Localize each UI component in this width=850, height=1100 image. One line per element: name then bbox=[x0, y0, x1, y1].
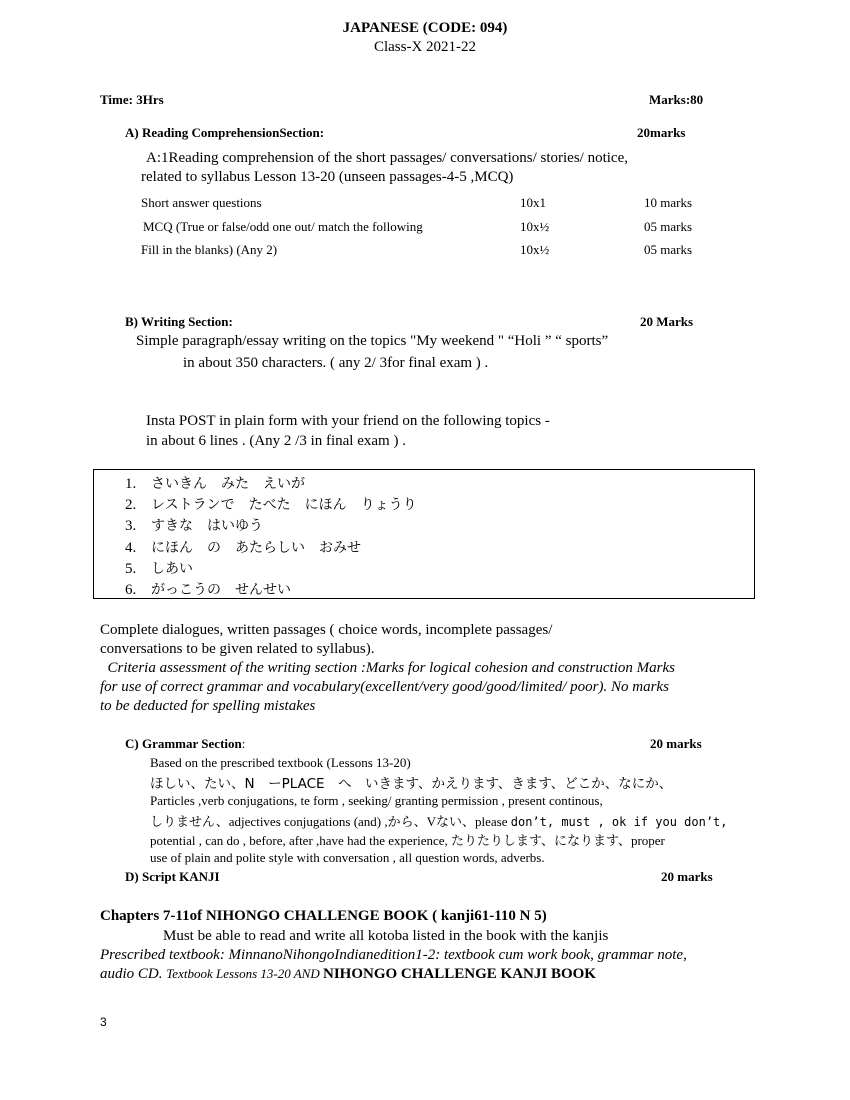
section-b-line-2: in about 350 characters. ( any 2/ 3for final exam ) . bbox=[183, 355, 489, 371]
list-item: 6. がっこうの せんせい bbox=[125, 582, 291, 598]
chapters-title: Chapters 7-11of NIHONGO CHALLENGE BOOK ( kanji61-110 N 5) bbox=[100, 908, 547, 924]
table-row-label: Fill in the blanks) (Any 2) bbox=[141, 242, 278, 257]
chapters-line-1: Must be able to read and write all kotoba listed in the book with the kanjis bbox=[163, 928, 609, 944]
table-row-calc: 10x½ bbox=[520, 219, 550, 234]
grammar-line-2: ほしい、たい、N ーPLACE へ いきます、かえります、きます、どこか、なにか、 bbox=[150, 776, 673, 792]
grammar-line-1: Based on the prescribed textbook (Lessons 13-20) bbox=[150, 755, 411, 770]
section-a-heading: A) Reading ComprehensionSection: bbox=[125, 125, 325, 140]
section-a-marks: 20marks bbox=[637, 125, 686, 140]
total-marks: Marks:80 bbox=[649, 92, 704, 107]
table-row-marks: 05 marks bbox=[644, 219, 693, 234]
list-item: 5. しあい bbox=[125, 561, 193, 577]
insta-line-2: in about 6 lines . (Any 2 /3 in final exam ) . bbox=[146, 433, 406, 449]
document-title: JAPANESE (CODE: 094) bbox=[342, 20, 508, 36]
list-item: 1. さいきん みた えいが bbox=[125, 476, 305, 492]
section-c-heading-row: C) Grammar Section: bbox=[125, 736, 246, 751]
criteria-line-2: for use of correct grammar and vocabulary(excellent/very good/good/limited/ poor). No marks bbox=[100, 679, 669, 695]
list-item: 2. レストランで たべた にほん りょうり bbox=[125, 497, 417, 513]
section-a-desc-1: A:1Reading comprehension of the short passages/ conversations/ stories/ notice, bbox=[146, 150, 628, 166]
table-row-marks: 10 marks bbox=[644, 195, 693, 210]
section-d-heading: D) Script KANJI bbox=[125, 869, 220, 884]
grammar-line-5: potential , can do , before, after ,have had the experience, たりたりします、になります、proper bbox=[150, 833, 665, 848]
list-item: 4. にほん の あたらしい おみせ bbox=[125, 540, 361, 556]
table-row-label: MCQ (True or false/odd one out/ match the following bbox=[143, 219, 423, 234]
section-c-marks: 20 marks bbox=[650, 736, 702, 751]
prescribed-line-2: audio CD. Textbook Lessons 13-20 AND NIHONGO CHALLENGE KANJI BOOK bbox=[100, 966, 596, 982]
page-number: 3 bbox=[100, 1015, 107, 1029]
document-subtitle: Class-X 2021-22 bbox=[373, 39, 477, 55]
topics-box bbox=[93, 469, 755, 599]
complete-line-2: conversations to be given related to syllabus). bbox=[100, 641, 375, 657]
prescribed-line-1: Prescribed textbook: MinnanoNihongoIndianedition1-2: textbook cum work book, grammar note, bbox=[100, 947, 687, 963]
table-row-label: Short answer questions bbox=[141, 195, 262, 210]
grammar-line-6: use of plain and polite style with conversation , all question words, adverbs. bbox=[150, 850, 545, 865]
table-row-calc: 10x½ bbox=[520, 242, 550, 257]
table-row-calc: 10x1 bbox=[520, 195, 546, 210]
time-label: Time: 3Hrs bbox=[100, 92, 164, 107]
grammar-line-4: しりません、adjectives conjugations (and) ,から、Vない、please don’t, must , ok if you don’t, bbox=[150, 814, 728, 829]
section-b-line-1: Simple paragraph/essay writing on the topics "My weekend " “Holi ” “ sports” bbox=[136, 333, 609, 349]
criteria-line-1: Criteria assessment of the writing section :Marks for logical cohesion and construction Marks bbox=[100, 660, 675, 676]
section-b-marks: 20 Marks bbox=[640, 314, 694, 329]
list-item: 3. すきな はいゆう bbox=[125, 518, 263, 534]
table-row-marks: 05 marks bbox=[644, 242, 693, 257]
grammar-line-3: Particles ,verb conjugations, te form , seeking/ granting permission , present continous, bbox=[150, 793, 603, 808]
section-a-desc-2: related to syllabus Lesson 13-20 (unseen passages-4-5 ,MCQ) bbox=[141, 169, 514, 185]
section-d-marks: 20 marks bbox=[661, 869, 713, 884]
complete-line-1: Complete dialogues, written passages ( choice words, incomplete passages/ bbox=[100, 622, 553, 638]
criteria-line-3: to be deducted for spelling mistakes bbox=[100, 698, 316, 714]
insta-line-1: Insta POST in plain form with your friend on the following topics - bbox=[146, 413, 550, 429]
section-b-heading: B) Writing Section: bbox=[125, 314, 233, 329]
